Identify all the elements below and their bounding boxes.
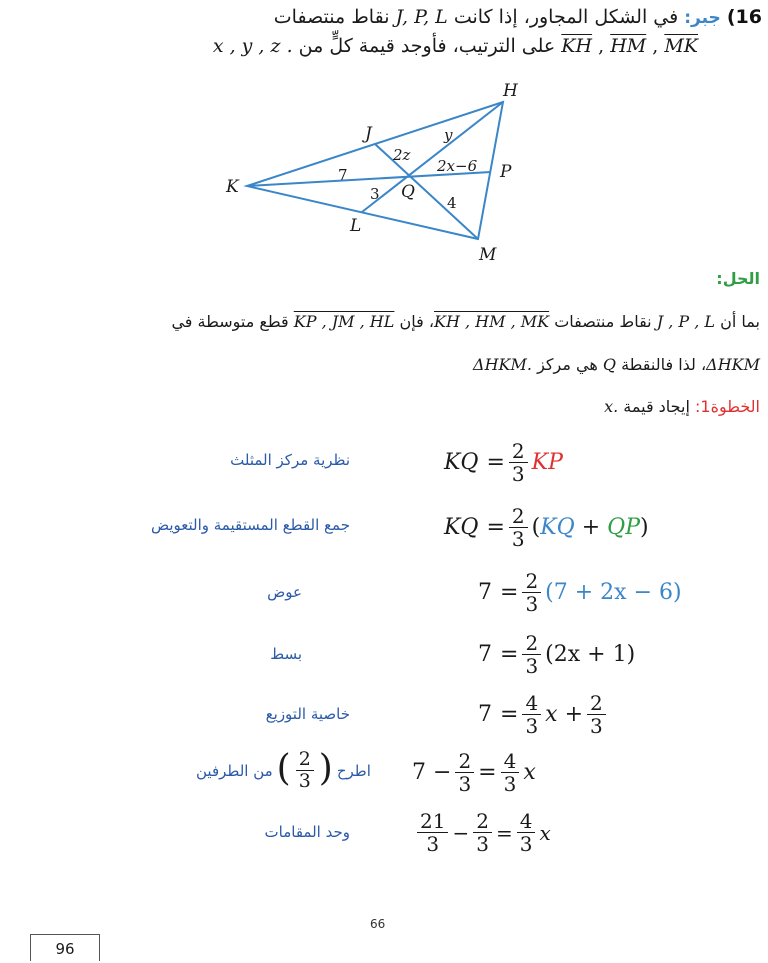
numerator: 2 [509,440,528,463]
numerator: 2 [522,632,541,655]
triangle-figure [0,0,768,270]
p1-text-c: ، فإن [399,312,434,331]
numerator: 2 [473,810,492,833]
eq1-lhs: KQ [444,450,479,475]
eq4-expr: (2x + 1) [545,642,636,667]
solution-paragraph-1 [171,312,760,331]
step-1-label: الخطوة1: [695,397,760,416]
p1-text-a: بما أن [720,312,760,331]
equation-1: KQ = $\frac{2}{3}$ KP [444,439,563,486]
label-y: y [444,126,453,144]
label-2x6: 2x−6 [437,157,478,175]
denominator: 3 [511,462,525,486]
problem-text-1: في الشكل المجاور، إذا كانت [453,6,679,28]
equation-7: $\frac{21}{3}$ − $\frac{2}{3}$ = $\frac{4}{3}$ x [413,810,551,855]
equation-5: 7 = $\frac{4}{3}$ x + $\frac{2}{3}$ [478,692,610,737]
step-1-title [604,397,760,416]
p1-medians: KP , JM , HL [293,312,395,331]
label-k: K [226,177,239,197]
label-7: 7 [338,166,348,184]
fraction [509,505,528,550]
reason-6: من الطرفين ( $\frac{2}{3}$ ) اطرح [196,748,371,792]
fraction [587,692,606,737]
step-1-var: x. [604,397,619,416]
eq2-qp: QP [607,515,640,540]
eq2-kq: KQ [540,515,575,540]
fraction [522,632,541,677]
label-j: J [365,124,372,144]
label-q: Q [401,182,415,202]
fraction [517,810,536,855]
equation-3: 7 = $\frac{2}{3}$ (7 + 2x − 6) [478,569,682,616]
denominator: 3 [590,714,603,738]
reason-2: جمع القطع المستقيمة والتعويض [150,516,350,534]
reason-5: خاصية التوزيع [265,705,350,723]
denominator: 3 [525,654,539,678]
problem-vars: x , y , z . [212,35,293,57]
numerator: 4 [501,750,520,773]
fraction [522,692,541,737]
fraction [501,750,520,795]
numerator: 2 [296,749,314,771]
equation-2: KQ = $\frac{2}{3}$ ( KQ + QP ) [444,504,649,551]
p2-triangle-2: ΔHKM. [473,355,532,374]
numerator: 2 [509,505,528,528]
page-number: 66 [370,917,386,931]
solution-label: الحل: [716,269,760,288]
eq5-lhs: 7 [478,702,492,727]
equation-4: 7 = $\frac{2}{3}$ (2x + 1) [478,631,636,678]
segment-hm: $\overline{HM}$ [610,35,647,57]
denominator: 3 [458,772,472,796]
p1-text-d: قطع متوسطة في [171,312,289,331]
equation-6: 7 − $\frac{2}{3}$ = $\frac{4}{3}$ x [412,749,536,796]
step-1-text: إيجاد قيمة [623,397,690,416]
denominator: 3 [476,832,489,856]
label-2z: 2z [393,146,411,164]
label-4: 4 [447,194,457,212]
p1-text-b: نقاط منتصفات [554,312,652,331]
p2-text-b: هي مركز [537,355,598,374]
denominator: 3 [525,592,539,616]
eq2-lhs: KQ [444,515,479,540]
problem-points: J, P, L [395,6,448,28]
problem-tag: جبر: [684,8,721,28]
p1-segments: KH , HM , MK [434,312,550,331]
page-box-number: 96 [30,934,100,961]
p2-triangle: ΔHKM [706,355,760,374]
problem-number: 16) [726,6,762,28]
label-h: H [503,81,518,101]
problem-text-1-end: نقاط منتصفات [273,6,390,28]
eq1-kp: KP [531,450,563,475]
eq6-x: x [523,760,536,785]
numerator: 4 [517,810,536,833]
denominator: 3 [519,832,533,856]
reason-1: نظرية مركز المثلث [230,451,350,469]
eq4-lhs: 7 [478,642,492,667]
fraction [473,810,492,855]
median-hl [362,102,503,212]
numerator: 2 [587,692,606,715]
denominator: 3 [298,770,311,792]
numerator: 21 [417,810,448,833]
p1-points: J , P , L [656,312,716,331]
eq3-expr: (7 + 2x − 6) [545,580,682,605]
denominator: 3 [426,832,440,856]
eq5-x: x [545,702,558,727]
fraction [522,570,541,615]
reason-3: عوض [267,583,302,601]
denominator: 3 [511,527,525,551]
denominator: 3 [525,714,539,738]
label-m: M [479,245,497,265]
eq7-x: x [539,820,551,845]
reason-6-b: من الطرفين [196,761,273,780]
fraction [455,750,474,795]
segment-mk: $\overline{MK}$ [664,35,698,57]
solution-paragraph-2 [473,355,760,374]
numerator: 2 [455,750,474,773]
fraction [417,810,448,855]
eq6-seven: 7 [412,760,426,785]
reason-6-a: اطرح [336,761,371,780]
p2-point-q: Q [602,355,616,374]
problem-line-2: $\overline{KH}$ , $\overline{HM}$ , $\overline{MK}$ على الترتيب، فأوجد قيمة كلٍّ من x , y , z . [212,35,698,57]
label-l: L [350,216,362,236]
numerator: 4 [522,692,541,715]
reason-7: وحد المقامات [264,823,350,841]
problem-text-2: على الترتيب، فأوجد قيمة كلٍّ من [298,35,556,57]
numerator: 2 [522,570,541,593]
label-p: P [500,162,512,182]
p2-text-a: ، لذا فالنقطة [621,355,707,374]
denominator: 3 [503,772,517,796]
segment-kh: $\overline{KH}$ [561,35,593,57]
fraction [296,749,314,792]
fraction [509,440,528,485]
label-3: 3 [370,185,380,203]
eq3-lhs: 7 [478,580,492,605]
reason-4: بسط [270,645,302,663]
